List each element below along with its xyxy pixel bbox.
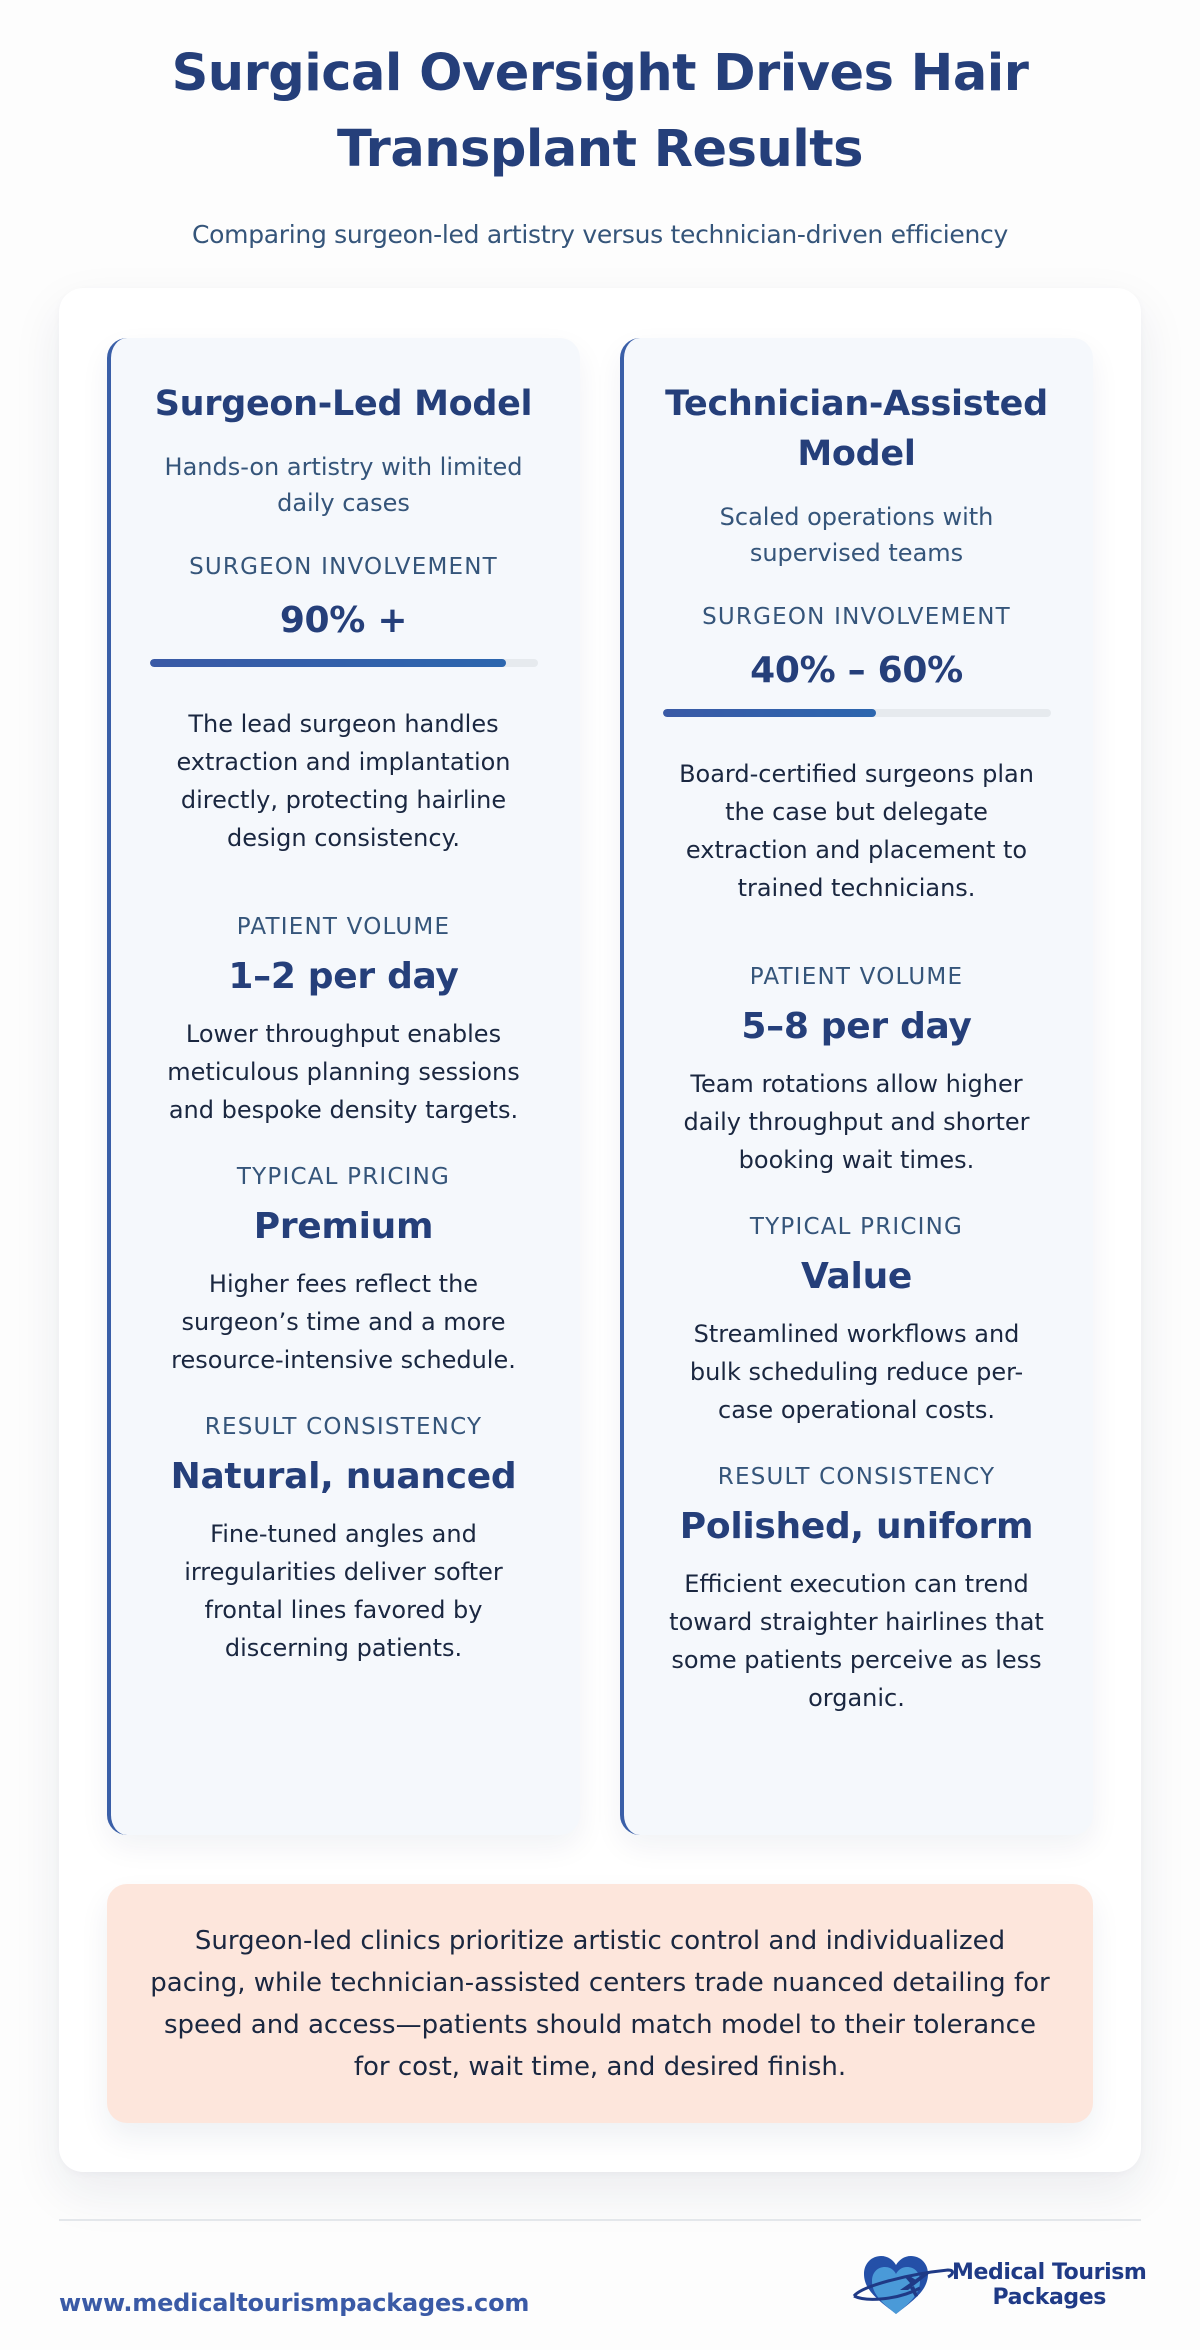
- metric-label: RESULT CONSISTENCY: [204, 1414, 483, 1440]
- metric-label: TYPICAL PRICING: [749, 1214, 964, 1240]
- summary-callout: [107, 1884, 1093, 2123]
- metric-description: Higher fees reflect the surgeon’s time and a more resource-intensive schedule.: [171, 1270, 516, 1374]
- metric-result-consistency: [654, 1461, 1059, 1717]
- metric-value: 1–2 per day: [228, 956, 459, 997]
- brand-name: [952, 2260, 1146, 2310]
- model-card-technician-assisted: [620, 338, 1093, 1835]
- footer-divider: [59, 2219, 1141, 2221]
- involvement-progress-fill: [150, 659, 507, 667]
- involvement-progress-bar: [150, 659, 538, 667]
- metric-value: 40% – 60%: [750, 650, 963, 691]
- card-title: Surgeon-Led Model: [154, 384, 533, 424]
- metric-value: 5–8 per day: [741, 1006, 972, 1047]
- metric-typical-pricing: [141, 1161, 546, 1379]
- page-header: [0, 36, 1200, 252]
- metric-label: TYPICAL PRICING: [236, 1164, 451, 1190]
- metric-surgeon-involvement: [141, 551, 546, 857]
- metric-label: PATIENT VOLUME: [236, 914, 451, 940]
- comparison-panel: [59, 288, 1141, 2172]
- metric-value: Premium: [253, 1206, 434, 1247]
- metric-description: Fine-tuned angles and irregularities deliver softer frontal lines favored by discerning patients.: [184, 1520, 503, 1662]
- metric-description: The lead surgeon handles extraction and implantation directly, protecting hairline design consistency.: [176, 710, 511, 852]
- page-title: Surgical Oversight Drives Hair Transplant Results: [171, 44, 1029, 179]
- metric-description: Team rotations allow higher daily throughput and shorter booking wait times.: [683, 1070, 1030, 1174]
- metric-label: PATIENT VOLUME: [749, 964, 964, 990]
- metric-value: 90% +: [279, 600, 408, 641]
- metric-result-consistency: [141, 1411, 546, 1667]
- card-subtitle: Scaled operations with supervised teams: [719, 503, 994, 567]
- metric-description: Board-certified surgeons plan the case but delegate extraction and placement to trained technicians.: [679, 760, 1034, 902]
- metric-label: SURGEON INVOLVEMENT: [702, 604, 1011, 630]
- brand-name-line1: Medical Tourism: [952, 2260, 1147, 2285]
- involvement-progress-fill: [663, 709, 876, 717]
- metric-patient-volume: [141, 911, 546, 1129]
- model-card-surgeon-led: [107, 338, 580, 1835]
- involvement-progress-bar: [663, 709, 1051, 717]
- card-subtitle: Hands-on artistry with limited daily cases: [164, 453, 523, 517]
- metric-patient-volume: [654, 961, 1059, 1179]
- page-subtitle: Comparing surgeon-led artistry versus technician-driven efficiency: [191, 220, 1009, 249]
- card-title: Technician-Assisted Model: [665, 384, 1048, 474]
- metric-label: SURGEON INVOLVEMENT: [189, 554, 498, 580]
- metric-description: Lower throughput enables meticulous planning sessions and bespoke density targets.: [167, 1020, 520, 1124]
- summary-callout-text: Surgeon-led clinics prioritize artistic control and individualized pacing, while technician-assisted centers trade nuanced detailing for speed and access—patients should match model to their tolerance for cost, wait time, and desired finish.: [150, 1925, 1050, 2082]
- brand-name-line2: Packages: [992, 2285, 1106, 2310]
- metric-value: Natural, nuanced: [170, 1456, 517, 1497]
- heart-airplane-icon: [848, 2250, 958, 2320]
- metric-typical-pricing: [654, 1211, 1059, 1429]
- metric-value: Polished, uniform: [679, 1506, 1034, 1547]
- website-link[interactable]: www.medicaltourismpackages.com: [59, 2289, 530, 2317]
- metric-label: RESULT CONSISTENCY: [717, 1464, 996, 1490]
- metric-description: Efficient execution can trend toward straighter hairlines that some patients perceive as less organic.: [669, 1570, 1044, 1712]
- metric-description: Streamlined workflows and bulk scheduling reduce per-case operational costs.: [689, 1320, 1024, 1424]
- metric-surgeon-involvement: [654, 601, 1059, 907]
- metric-value: Value: [800, 1256, 913, 1297]
- brand-logo: [848, 2250, 1148, 2320]
